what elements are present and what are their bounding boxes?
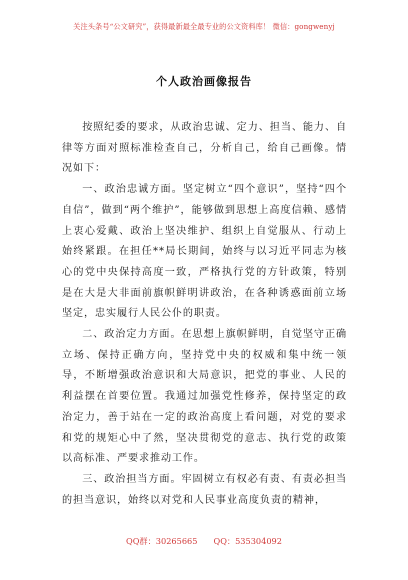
document-body [62, 118, 347, 511]
header-note: 关注头条号“公文研究”，获得最新最全最专业的公文资料库！ 微信：gongwenyj [73, 22, 335, 31]
footer-contacts [0, 536, 408, 547]
document-title: 个人政治画像报告 [156, 75, 252, 88]
footer-qq-group: QQ群：30265665 [126, 536, 198, 546]
footer-qq: QQ：535304092 [213, 536, 282, 546]
paragraph-political-steadfastness: 二、政治定力方面。在思想上旗帜鲜明，自觉坚守正确立场、保持正确方向，坚持党中央的权威和集中统一领导，不断增强政治意识和大局意识，把党的事业、人民的利益摆在首要位置。我通过加强党性修养，保持坚定的政治定力，善于站在一定的政治高度上看问题，对党的要求和党的规矩心中了然，坚决贯彻党的意志、执行党的政策以高标准、严要求推动工作。 [62, 329, 347, 465]
paragraph-intro: 按照纪委的要求，从政治忠诚、定力、担当、能力、自律等方面对照标准检查自己，分析自己，给自己画像。情况如下： [62, 122, 347, 175]
paragraph-political-responsibility: 三、政治担当方面。牢固树立有权必有责、有责必担当的担当意识，始终以对党和人民事业高度负责的精神， [62, 473, 347, 506]
paragraph-political-loyalty: 一、政治忠诚方面。坚定树立“四个意识”，坚持“四个自信”，做到“两个维护”，能够做到思想上高度信赖、感情上衷心爱戴、政治上坚决维护、组织上自觉服从、行动上始终紧跟。在担任**局长期间，始终与以习近平同志为核心的党中央保持高度一致，严格执行党的方针政策，特别是在大是大非面前旗帜鲜明讲政治，在各种诱惑面前立场坚定，忠实履行人民公仆的职责。 [62, 184, 347, 320]
